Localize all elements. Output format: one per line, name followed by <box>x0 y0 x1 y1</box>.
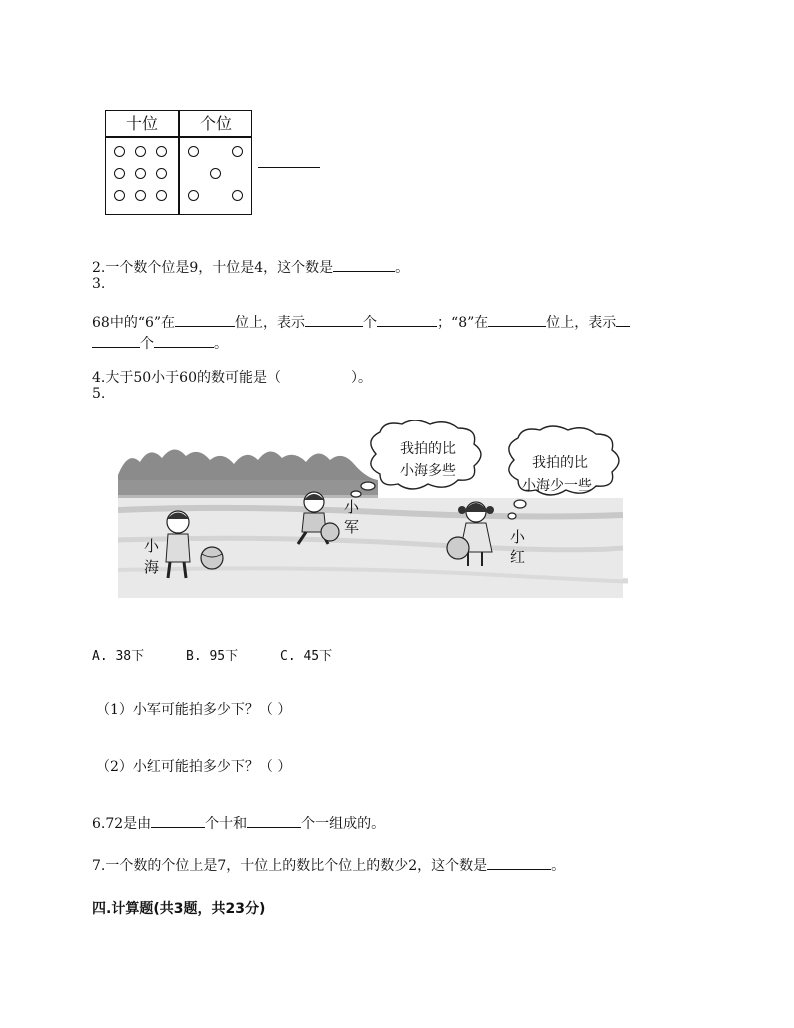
q3-end: 。 <box>214 336 228 352</box>
tens-bead <box>135 146 146 157</box>
tens-bead <box>156 190 167 201</box>
q5-sub-question-1: （1）小军可能拍多少下？（ ） <box>96 702 292 718</box>
q3-blank-1[interactable] <box>175 312 235 327</box>
place-value-table <box>105 110 252 215</box>
label-xiaohong-1: 小 <box>510 528 526 546</box>
label-xiaohai-1: 小 <box>144 537 160 555</box>
q5-option-a[interactable]: A. 38下 <box>92 649 145 664</box>
table-divider-horizontal <box>106 136 251 138</box>
tens-bead <box>114 190 125 201</box>
question-7 <box>92 855 565 875</box>
header-tens: 十位 <box>125 114 158 133</box>
label-xiaohong-2: 红 <box>510 548 526 566</box>
question-4 <box>92 367 372 387</box>
q1-answer-blank[interactable] <box>258 153 320 168</box>
q3-text-b: 位上，表示 <box>235 315 306 331</box>
bubble-xiaojun-line1: 我拍的比 <box>400 441 456 457</box>
table-divider-vertical <box>178 111 180 214</box>
tens-bead <box>114 146 125 157</box>
header-ones: 个位 <box>199 114 232 133</box>
ones-bead <box>232 190 243 201</box>
q3-text-c: 个 <box>363 315 378 331</box>
question-5-number: 5. <box>92 386 106 402</box>
q4-text: 4.大于50小于60的数可能是（ <box>92 370 281 386</box>
ones-bead <box>232 146 243 157</box>
q2-text: 2.一个数个位是9，十位是4，这个数是 <box>92 260 334 276</box>
q2-end: 。 <box>395 260 410 276</box>
question-2 <box>92 257 409 277</box>
bouncing-ball-illustration <box>118 420 628 605</box>
bubble-xiaohong-line1: 我拍的比 <box>532 455 588 471</box>
ones-bead <box>210 168 221 179</box>
q3-blank-6[interactable] <box>154 333 214 348</box>
label-xiaojun-2: 军 <box>344 518 360 536</box>
tens-bead <box>135 190 146 201</box>
q6-text-c: 个一组成的。 <box>301 816 386 832</box>
q5-sub-question-2: （2）小红可能拍多少下？（ ） <box>96 759 292 775</box>
scene-graphic <box>118 420 628 605</box>
tens-bead <box>135 168 146 179</box>
q5-option-c[interactable]: C. 45下 <box>280 649 333 664</box>
q6-blank-1[interactable] <box>151 813 205 828</box>
question-6 <box>92 813 385 833</box>
tens-bead <box>114 168 125 179</box>
q3-text-e: 位上，表示 <box>546 315 617 331</box>
q6-blank-2[interactable] <box>247 813 301 828</box>
q3-text-d: ；“8”在 <box>437 315 489 331</box>
q4-end: ）。 <box>351 370 372 386</box>
ones-bead <box>188 146 199 157</box>
question-3-line1 <box>92 312 630 332</box>
q3-blank-4[interactable] <box>488 312 546 327</box>
tens-bead <box>156 146 167 157</box>
q3-blank-3[interactable] <box>377 312 437 327</box>
q7-text: 7.一个数的个位上是7，十位上的数比个位上的数少2，这个数是 <box>92 858 488 874</box>
question-3-number: 3. <box>92 276 106 292</box>
ones-bead <box>188 190 199 201</box>
label-xiaojun-1: 小 <box>344 498 360 516</box>
tens-bead <box>156 168 167 179</box>
q6-text-b: 个十和 <box>205 816 248 832</box>
q3-text-f: 个 <box>140 336 154 352</box>
question-3-line2 <box>92 333 228 353</box>
q3-blank-5a[interactable] <box>616 312 630 327</box>
q6-text-a: 6.72是由 <box>92 816 152 832</box>
q3-text-a: 68中的“6”在 <box>92 315 176 331</box>
section-4-title: 四.计算题(共3题，共23分) <box>92 901 266 917</box>
q3-blank-5b[interactable] <box>92 333 140 348</box>
bubble-xiaojun-line2: 小海多些 <box>400 463 456 479</box>
q7-answer-blank[interactable] <box>487 855 551 870</box>
label-xiaohai-2: 海 <box>144 558 160 576</box>
q2-answer-blank[interactable] <box>333 257 395 272</box>
q3-blank-2[interactable] <box>305 312 363 327</box>
bubble-xiaohong-line2: 小海少一些 <box>522 478 592 494</box>
q7-end: 。 <box>551 858 566 874</box>
q5-option-b[interactable]: B. 95下 <box>186 649 239 664</box>
